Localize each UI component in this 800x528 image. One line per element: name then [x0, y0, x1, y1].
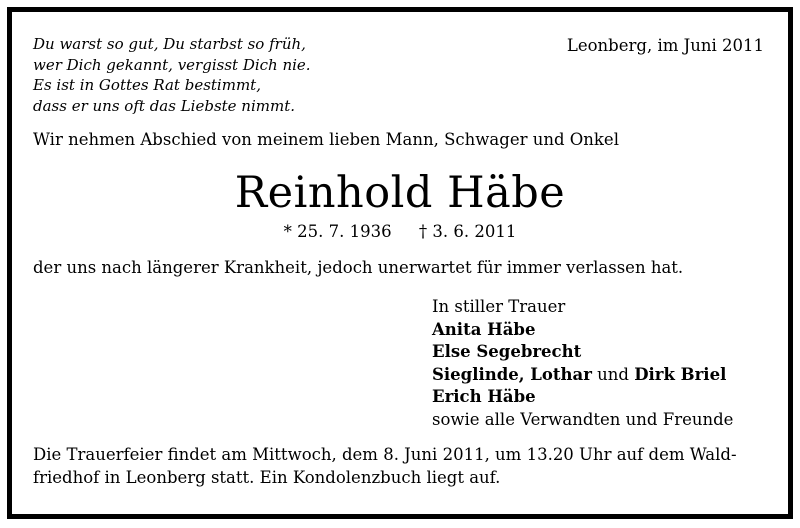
memorial-poem — [33, 34, 311, 116]
mourner-name: Dirk Briel — [634, 364, 727, 384]
poem-line: dass er uns oft das Liebste nimmt. — [33, 96, 296, 115]
mourner-joiner: und — [597, 364, 629, 384]
mourner-name: Else Segebrecht — [432, 342, 582, 361]
mourner-name-line — [432, 364, 733, 387]
mourners-heading: In stiller Trauer — [432, 297, 566, 316]
mourners-closing: sowie alle Verwandten und Freunde — [432, 409, 734, 429]
service-line: Die Trauerfeier findet am Mittwoch, dem 8. Juni 2011, um 13.20 Uhr auf dem Wald- — [33, 445, 737, 464]
death-date: † 3. 6. 2011 — [418, 222, 517, 241]
poem-line: Du warst so gut, Du starbst so früh, — [33, 35, 306, 53]
poem-line: wer Dich gekannt, vergisst Dich nie. — [33, 55, 311, 74]
service-line: friedhof in Leonberg statt. Ein Kondolenzbuch liegt auf. — [33, 468, 501, 487]
mourner-name: Erich Häbe — [432, 387, 536, 406]
place-date: Leonberg, im Juni 2011 — [566, 36, 764, 55]
mourner-name: Sieglinde, Lothar — [432, 364, 592, 384]
funeral-service-info — [33, 443, 737, 489]
mourners-block — [432, 296, 733, 431]
poem-line: Es ist in Gottes Rat bestimmt, — [33, 76, 261, 94]
life-dates — [0, 222, 800, 241]
intro-text: Wir nehmen Abschied von meinem lieben Mann, Schwager und Onkel — [33, 130, 619, 149]
passing-text: der uns nach längerer Krankheit, jedoch unerwartet für immer verlassen hat. — [33, 258, 684, 277]
mourner-name: Anita Häbe — [432, 319, 536, 339]
birth-date: * 25. 7. 1936 — [283, 222, 392, 241]
deceased-name: Reinhold Häbe — [234, 168, 566, 218]
